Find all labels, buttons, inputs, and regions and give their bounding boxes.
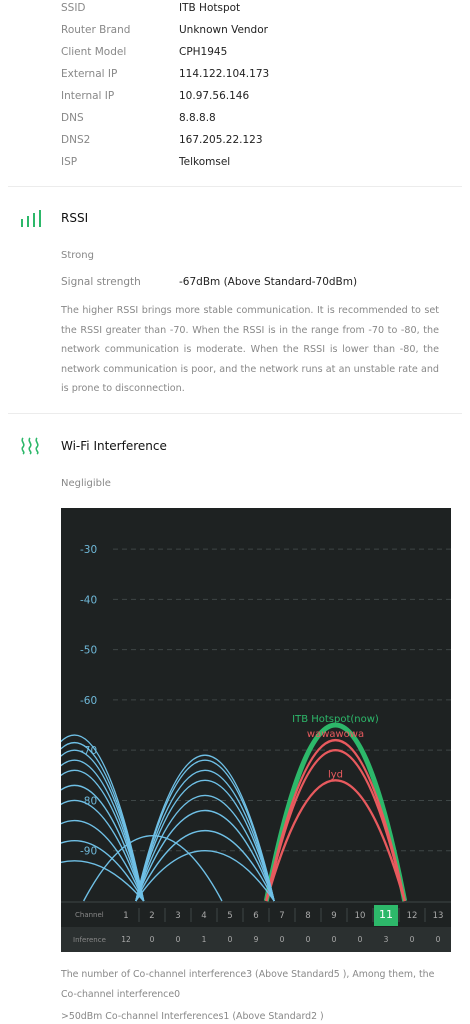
series-curve (136, 770, 274, 901)
interference-title: Wi-Fi Interference (61, 439, 167, 453)
info-value: Unknown Vendor (179, 24, 268, 36)
inference-value: 1 (201, 935, 207, 944)
info-value: ITB Hotspot (179, 2, 241, 14)
info-row-dns (61, 112, 461, 134)
rssi-status: Strong (61, 250, 94, 261)
inference-value: 0 (227, 935, 233, 944)
info-key: DNS2 (61, 134, 91, 146)
y-tick-label: -70 (80, 745, 98, 758)
channel-row-label: Channel (75, 911, 104, 919)
inference-value: 9 (253, 935, 259, 944)
y-tick-label: -90 (80, 845, 98, 858)
info-value: CPH1945 (179, 46, 228, 58)
inference-value: 12 (121, 935, 131, 944)
info-key: External IP (61, 68, 118, 80)
info-key: Router Brand (61, 24, 131, 36)
info-row-internal-ip (61, 90, 461, 112)
channel-tick-label: 4 (201, 911, 207, 921)
series-curve (136, 795, 274, 901)
channel-tick-label: 10 (354, 911, 366, 921)
inference-value: 0 (175, 935, 181, 944)
series-label: lyd (327, 769, 344, 781)
y-tick-label: -50 (80, 644, 98, 657)
series-curve (61, 760, 144, 901)
channel-interference-chart (61, 508, 451, 952)
channel-tick-label: 9 (331, 911, 337, 921)
divider (8, 413, 462, 414)
channel-tick-label: 5 (227, 911, 233, 921)
info-row-router-brand (61, 24, 461, 46)
info-key: Internal IP (61, 90, 115, 102)
info-value: 10.97.56.146 (179, 90, 250, 102)
inference-value: 0 (357, 935, 363, 944)
divider (8, 186, 462, 187)
inference-value: 0 (305, 935, 311, 944)
rssi-description: The higher RSSI brings more stable communication. It is recommended to set the RSSI greater than -70. When the RSSI is in the range from -70 to -80, the network communication is moderate. When the RSSI is lower than -80, the network communication is poor, and the network runs at an unstable rate and is prone to disconnection. (61, 305, 439, 394)
channel-tick-label: 3 (175, 911, 181, 921)
series-curve (136, 780, 274, 901)
channel-tick-label: 12 (406, 911, 418, 921)
series-label: ITB Hotspot(now) (292, 714, 379, 726)
channel-tick-label: 6 (253, 911, 259, 921)
info-key: ISP (61, 156, 78, 168)
inference-value: 0 (149, 935, 155, 944)
signal-strength-row (61, 276, 461, 298)
info-key: Client Model (61, 46, 127, 58)
rssi-title: RSSI (61, 211, 89, 225)
channel-tick-label: 11 (379, 908, 393, 921)
series-curve (61, 750, 144, 901)
info-row-dns2 (61, 134, 461, 156)
inference-value: 0 (279, 935, 285, 944)
info-value: Telkomsel (179, 156, 231, 168)
interference-wave-icon (20, 437, 42, 455)
y-tick-label: -80 (80, 795, 98, 808)
inference-value: 0 (409, 935, 415, 944)
y-tick-label: -40 (80, 594, 98, 607)
channel-tick-label: 1 (123, 911, 129, 921)
series-curve (266, 725, 404, 901)
series-curve (61, 743, 144, 901)
series-curve (61, 785, 144, 901)
interference-footer-line2: Co-channel interference0 (61, 989, 181, 1000)
inference-value: 0 (331, 935, 337, 944)
info-row-client-model (61, 46, 461, 68)
series-curve (136, 851, 274, 901)
channel-tick-label: 7 (279, 911, 285, 921)
interference-footer-line1: The number of Co-channel interference3 (Above Standard5 ), Among them, the (61, 969, 435, 980)
y-tick-label: -60 (80, 694, 98, 707)
channel-tick-label: 8 (305, 911, 311, 921)
series-label: wawawowa (306, 729, 365, 741)
series-curve (266, 780, 404, 901)
inference-value: 0 (435, 935, 441, 944)
interference-footer-line3: >50dBm Co-channel Interferences1 (Above Standard2 ) (61, 1011, 324, 1022)
info-value: 8.8.8.8 (179, 112, 216, 124)
info-value: 167.205.22.123 (179, 134, 263, 146)
info-row-isp (61, 156, 461, 178)
info-key: DNS (61, 112, 84, 124)
interference-status: Negligible (61, 478, 111, 489)
channel-tick-label: 2 (149, 911, 155, 921)
chart-svg (61, 508, 451, 952)
info-key: SSID (61, 2, 86, 14)
inference-row-label: Inference (73, 936, 106, 944)
channel-tick-label: 13 (432, 911, 444, 921)
inference-value: 3 (383, 935, 389, 944)
signal-strength-value: -67dBm (Above Standard-70dBm) (179, 276, 358, 288)
info-row-external-ip (61, 68, 461, 90)
y-tick-label: -30 (80, 544, 98, 557)
signal-bars-icon (20, 210, 42, 228)
info-row-ssid (61, 2, 461, 24)
info-value: 114.122.104.173 (179, 68, 270, 80)
series-curve (136, 811, 274, 901)
signal-strength-label: Signal strength (61, 276, 141, 288)
